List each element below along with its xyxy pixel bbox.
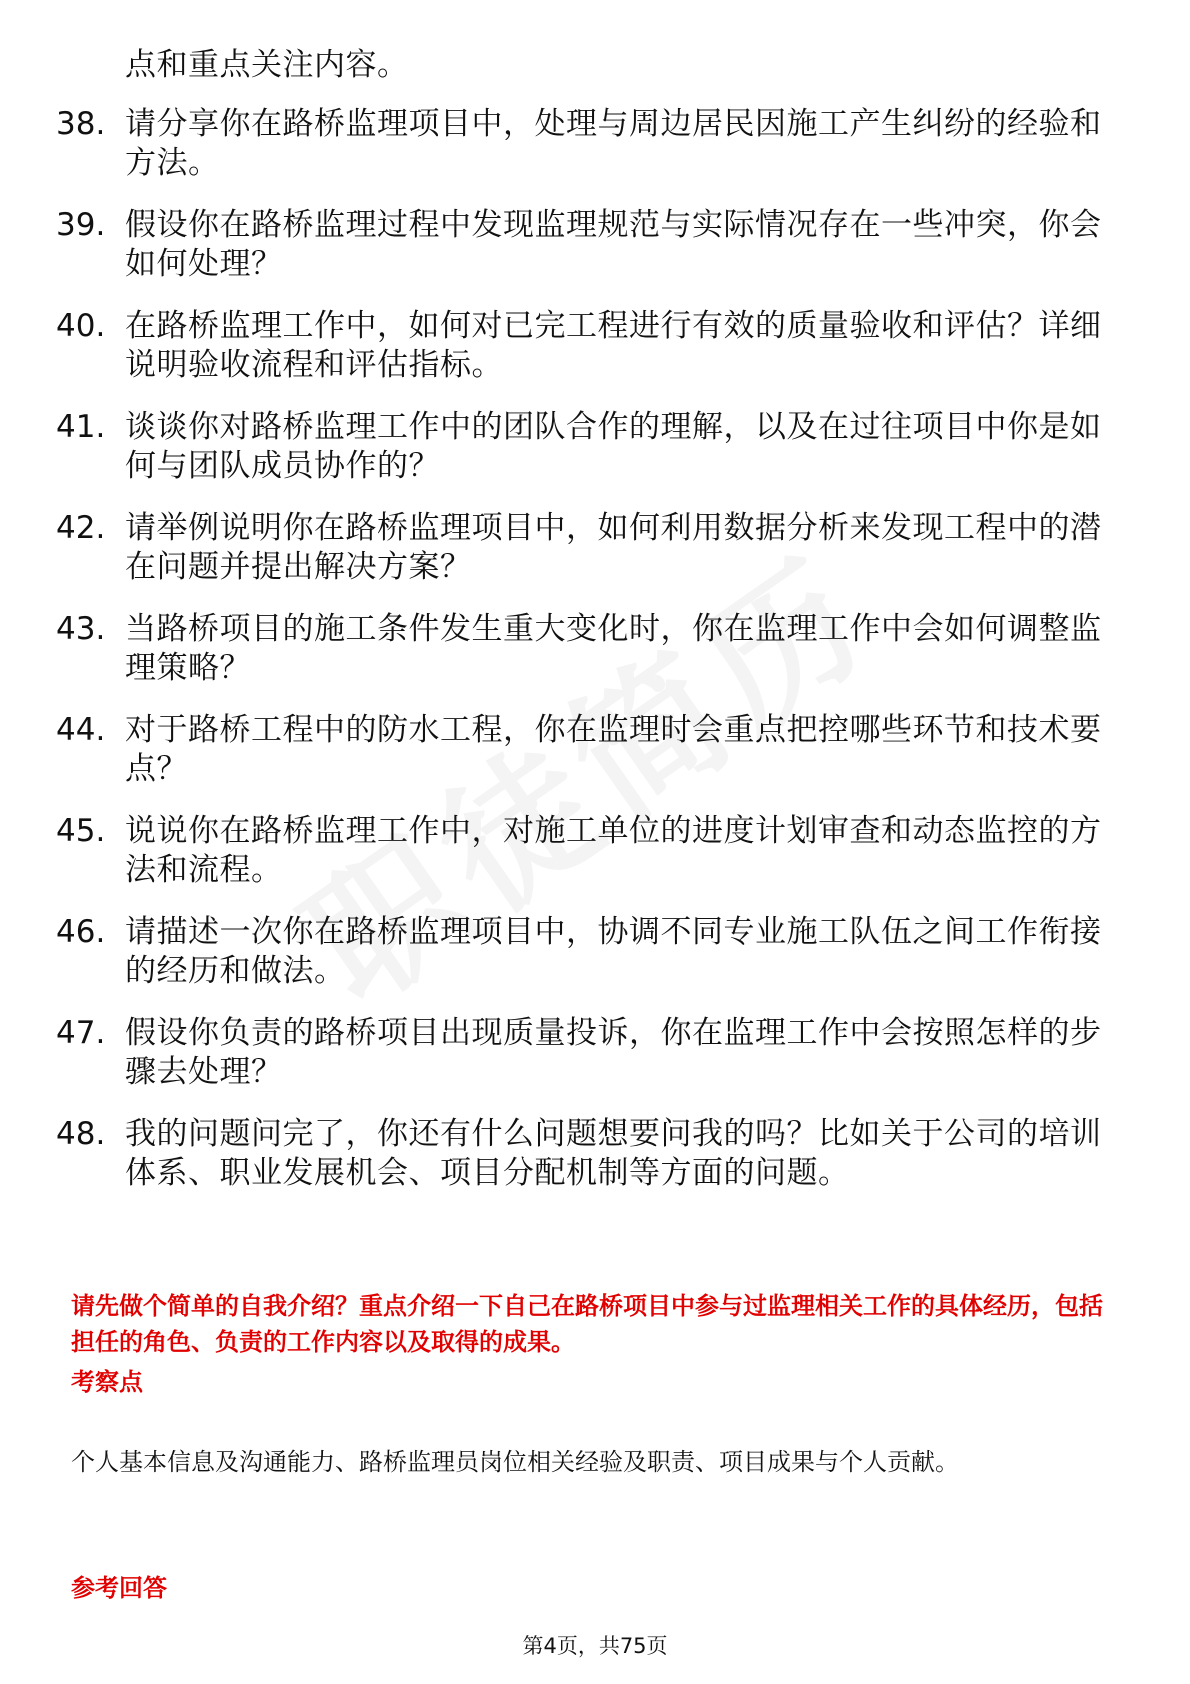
question-number: 45. <box>56 813 106 849</box>
question-number: 44. <box>56 712 106 748</box>
question-item <box>0 913 1190 991</box>
question-list <box>0 46 1190 1216</box>
question-number: 43. <box>56 611 106 647</box>
question-item <box>0 812 1190 890</box>
question-item <box>0 1115 1190 1193</box>
question-text: 谈谈你对路桥监理工作中的团队合作的理解，以及在过往项目中你是如何与团队成员协作的？ <box>125 409 1102 484</box>
exam-points-heading: 考察点 <box>71 1368 143 1396</box>
question-number: 42. <box>56 510 106 546</box>
reference-answer-heading: 参考回答 <box>71 1574 167 1602</box>
question-item <box>0 105 1190 183</box>
question-continuation <box>0 46 1190 85</box>
question-number: 47. <box>56 1015 106 1051</box>
question-item <box>0 206 1190 284</box>
highlight-question: 请先做个简单的自我介绍？重点介绍一下自己在路桥项目中参与过监理相关工作的具体经历，包括担任的角色、负责的工作内容以及取得的成果。 <box>71 1292 1103 1356</box>
question-text: 对于路桥工程中的防水工程，你在监理时会重点把控哪些环节和技术要点？ <box>125 712 1102 787</box>
question-number: 38. <box>56 106 106 142</box>
question-text: 在路桥监理工作中，如何对已完工程进行有效的质量验收和评估？详细说明验收流程和评估指标。 <box>125 308 1102 383</box>
question-text: 假设你在路桥监理过程中发现监理规范与实际情况存在一些冲突，你会如何处理？ <box>125 207 1102 282</box>
question-item <box>0 307 1190 385</box>
question-text: 请分享你在路桥监理项目中，处理与周边居民因施工产生纠纷的经验和方法。 <box>125 106 1102 181</box>
question-item <box>0 1014 1190 1092</box>
question-text: 当路桥项目的施工条件发生重大变化时，你在监理工作中会如何调整监理策略？ <box>125 611 1102 686</box>
question-text: 说说你在路桥监理工作中，对施工单位的进度计划审查和动态监控的方法和流程。 <box>125 813 1102 888</box>
question-item <box>0 711 1190 789</box>
question-number: 39. <box>56 207 106 243</box>
question-item <box>0 408 1190 486</box>
question-number: 46. <box>56 914 106 950</box>
question-number: 48. <box>56 1116 106 1152</box>
page-number: 第4页，共75页 <box>522 1634 668 1658</box>
question-text: 点和重点关注内容。 <box>125 47 409 83</box>
question-text: 假设你负责的路桥项目出现质量投诉，你在监理工作中会按照怎样的步骤去处理？ <box>125 1015 1102 1090</box>
question-item <box>0 509 1190 587</box>
question-item <box>0 610 1190 688</box>
question-text: 请举例说明你在路桥监理项目中，如何利用数据分析来发现工程中的潜在问题并提出解决方案？ <box>125 510 1102 585</box>
exam-points-body: 个人基本信息及沟通能力、路桥监理员岗位相关经验及职责、项目成果与个人贡献。 <box>71 1448 959 1476</box>
question-text: 我的问题问完了，你还有什么问题想要问我的吗？比如关于公司的培训体系、职业发展机会、项目分配机制等方面的问题。 <box>125 1116 1102 1191</box>
question-number: 40. <box>56 308 106 344</box>
question-number: 41. <box>56 409 106 445</box>
question-text: 请描述一次你在路桥监理项目中，协调不同专业施工队伍之间工作衔接的经历和做法。 <box>125 914 1102 989</box>
